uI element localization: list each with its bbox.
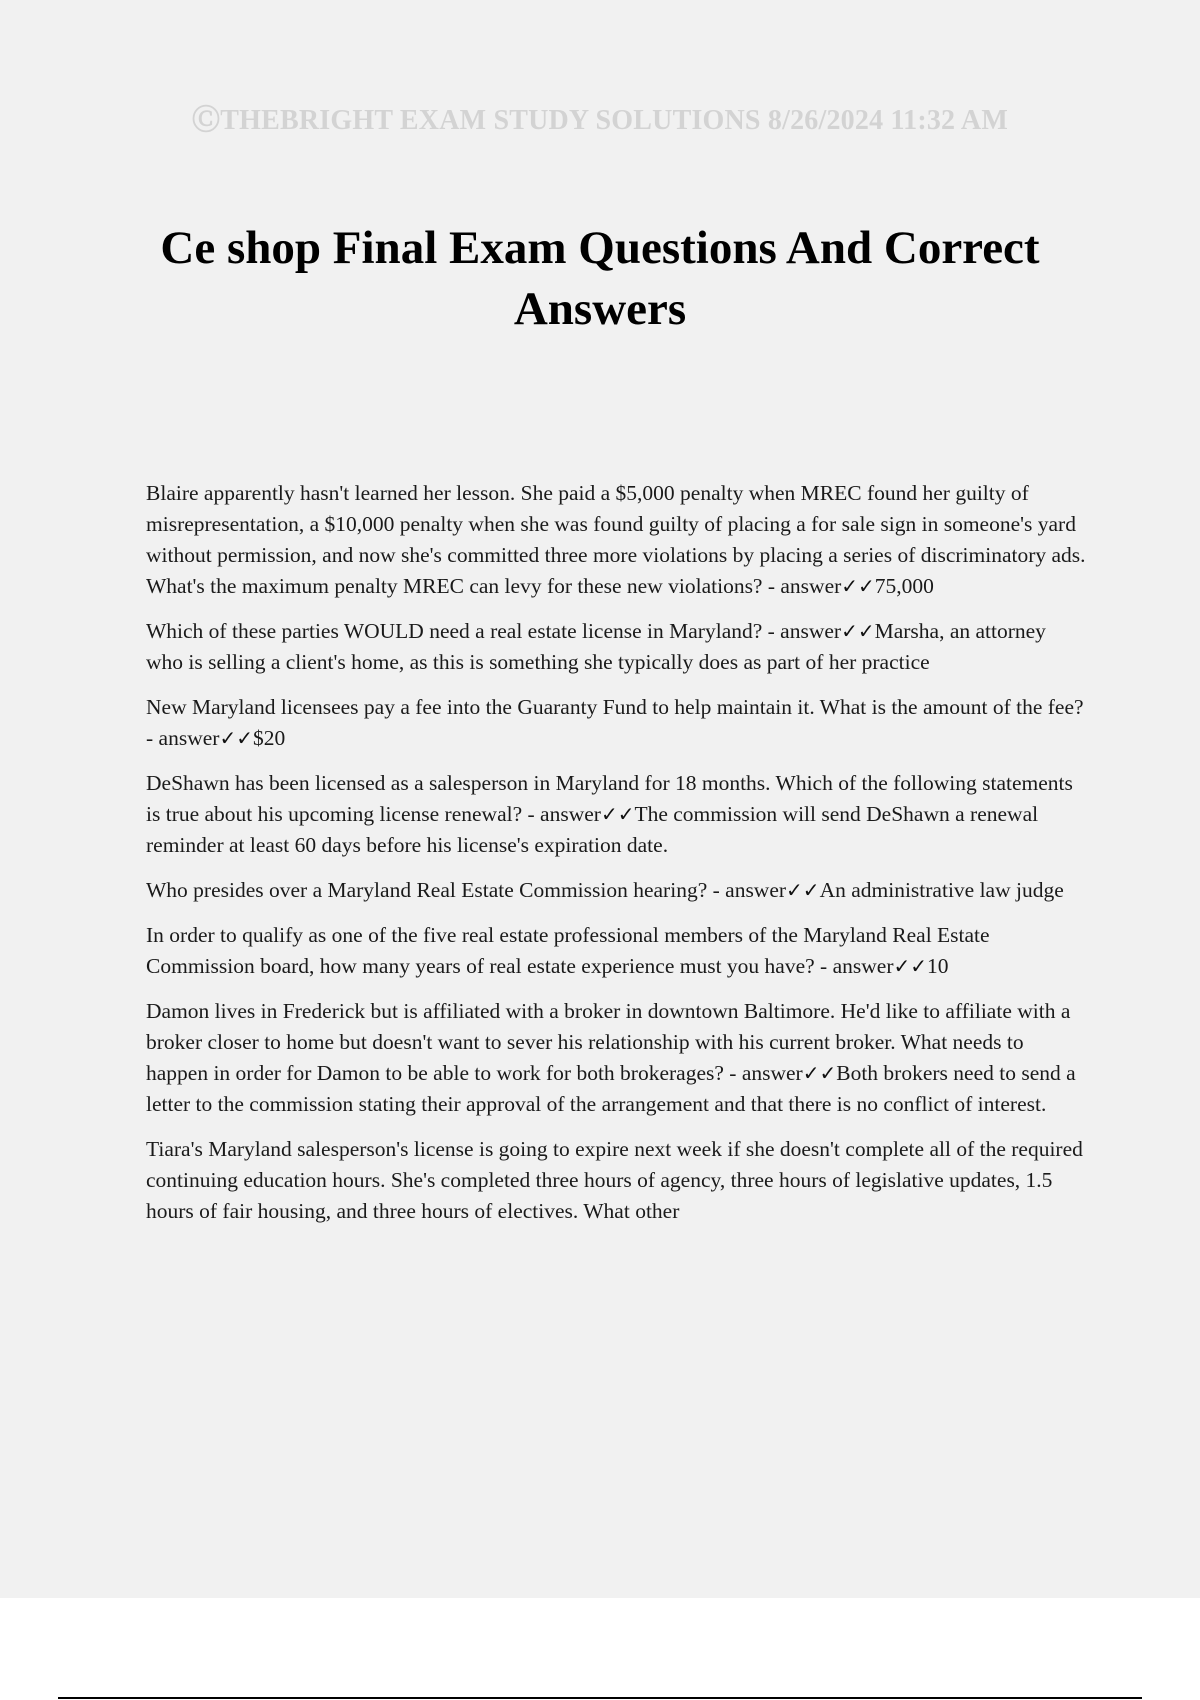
qa-item: [146, 1134, 1086, 1227]
question-text: Blaire apparently hasn't learned her lesson. She paid a $5,000 penalty when MREC found her guilty of misrepresentation, a $10,000 penalty when she was found guilty of placing a for sale sign in someone's yard without permission, and now she's committed three more violations by placing a series of discriminatory ads. What's the maximum penalty MREC can levy for these new violations? - answer: [146, 481, 1086, 598]
question-text: Damon lives in Frederick but is affiliated with a broker in downtown Baltimore. He'd like to affiliate with a broker closer to home but doesn't want to sever his relationship with his current broker. What needs to happen in order for Damon to be able to work for both brokerages? - answer: [146, 999, 1071, 1085]
page-title: Ce shop Final Exam Questions And Correct Answers: [160, 222, 1040, 335]
answer-text: $20: [252, 726, 286, 750]
qa-item: [146, 996, 1086, 1120]
answer-text: 75,000: [874, 574, 934, 598]
question-text: Which of these parties WOULD need a real estate license in Maryland? - answer: [146, 619, 842, 643]
qa-item: [146, 768, 1086, 861]
qa-item: [146, 478, 1086, 602]
answer-text: The commission will send DeShawn a renewal reminder at least 60 days before his license's expiration date.: [146, 802, 1039, 857]
answer-text: 10: [927, 954, 949, 978]
double-check-icon: ✓✓: [786, 878, 820, 902]
question-text: Tiara's Maryland salesperson's license is going to expire next week if she doesn't complete all of the required continuing education hours. She's completed three hours of agency, three hours of legislative updates, 1.5 hours of fair housing, and three hours of electives. What other: [146, 1137, 1083, 1223]
page-divider: [58, 1697, 1142, 1699]
answer-text: Both brokers need to send a letter to the commission stating their approval of the arrangement and that there is no conflict of interest.: [146, 1061, 1076, 1116]
double-check-icon: ✓✓: [841, 619, 875, 643]
qa-list: [146, 478, 1086, 1241]
question-text: New Maryland licensees pay a fee into the Guaranty Fund to help maintain it. What is the amount of the fee? - answer: [146, 695, 1084, 750]
qa-item: [146, 616, 1086, 678]
qa-item: [146, 920, 1086, 982]
double-check-icon: ✓✓: [841, 574, 875, 598]
double-check-icon: ✓✓: [893, 954, 927, 978]
double-check-icon: ✓✓: [219, 726, 253, 750]
double-check-icon: ✓✓: [600, 802, 635, 826]
qa-item: [146, 692, 1086, 754]
question-text: DeShawn has been licensed as a salesperson in Maryland for 18 months. Which of the following statements is true about his upcoming license renewal? - answer: [146, 771, 1073, 826]
watermark: ⒸTHEBRIGHT EXAM STUDY SOLUTIONS 8/26/2024 11:32 AM: [192, 105, 1008, 136]
answer-text: Marsha, an attorney who is selling a client's home, as this is something she typically does as part of her practice: [146, 619, 1046, 674]
qa-item: [146, 875, 1086, 906]
question-text: In order to qualify as one of the five real estate professional members of the Maryland Real Estate Commission board, how many years of real estate experience must you have? - answer: [146, 923, 990, 978]
question-text: Who presides over a Maryland Real Estate Commission hearing? - answer: [146, 878, 787, 902]
double-check-icon: ✓✓: [802, 1061, 837, 1085]
answer-text: An administrative law judge: [819, 878, 1064, 902]
